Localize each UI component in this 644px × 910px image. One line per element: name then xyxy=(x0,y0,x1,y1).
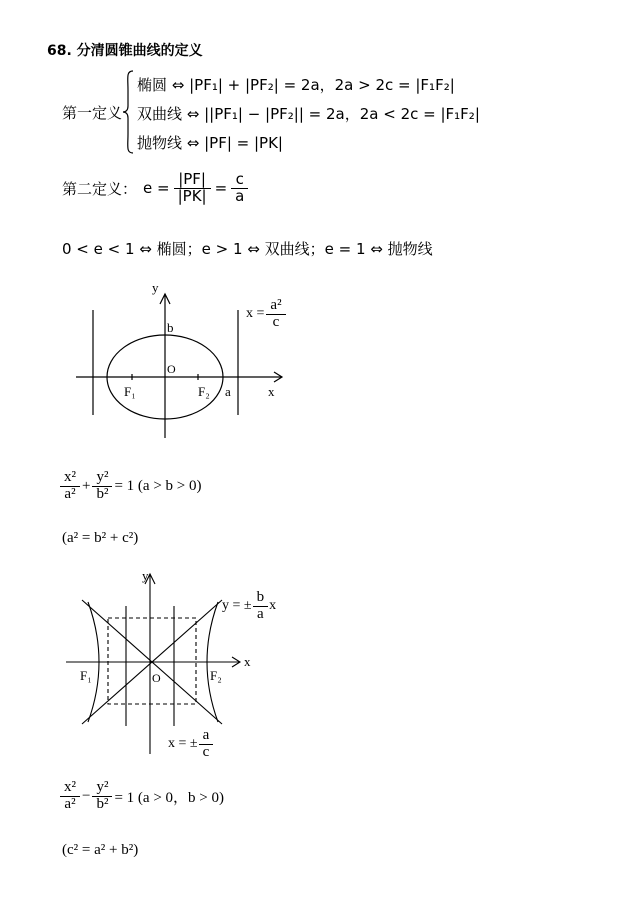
plus-sign: + xyxy=(82,477,91,494)
first-definition-label: 第一定义 xyxy=(62,104,123,122)
directrix-fraction xyxy=(201,728,212,761)
fraction-numerator: a² xyxy=(270,297,282,313)
x-axis-label: x xyxy=(244,654,251,669)
focus-f1-label: F₁ xyxy=(80,668,92,683)
asymptote-formula xyxy=(222,590,276,623)
b-label: b xyxy=(167,320,174,335)
fraction-numerator: x² xyxy=(64,779,76,795)
asymptote-variable: x xyxy=(269,598,277,614)
ellipse-definition: 椭圆 ⇔ |PF₁| + |PF₂| = 2a，2a > 2c = |F₁F₂| xyxy=(137,76,455,94)
fraction-c-a xyxy=(233,172,246,205)
section-title: 68. 分清圆锥曲线的定义 xyxy=(47,43,203,59)
directrix-lhs: x = ± xyxy=(168,736,198,752)
fraction-numerator: |PF| xyxy=(178,170,206,188)
second-definition xyxy=(62,172,246,205)
fraction-numerator: y² xyxy=(96,779,109,795)
fraction-denominator: c xyxy=(202,743,210,760)
x-axis-label: x xyxy=(268,384,275,399)
equals-sign: = xyxy=(214,179,228,198)
fraction-numerator: x² xyxy=(64,469,76,485)
focus-f2-label: F₂ xyxy=(198,384,210,399)
brace-icon xyxy=(122,70,134,154)
fraction-denominator: c xyxy=(272,313,280,330)
a-label: a xyxy=(225,384,231,399)
ellipse-equation xyxy=(62,470,202,503)
fraction-denominator: a² xyxy=(64,795,76,812)
equation-rhs: = 1 (a > 0，b > 0) xyxy=(114,789,224,806)
eccentricity-classification: 0 < e < 1 ⇔ 椭圆；e > 1 ⇔ 双曲线；e = 1 ⇔ 抛物线 xyxy=(62,240,433,258)
fraction-denominator: |PK| xyxy=(177,186,207,205)
ellipse-directrix-formula xyxy=(246,298,284,331)
directrix-lhs: x = xyxy=(246,306,265,322)
fraction-pf-pk xyxy=(176,172,209,205)
parabola-definition: 抛物线 ⇔ |PF| = |PK| xyxy=(137,134,283,152)
asymptote-rectangle xyxy=(108,618,196,704)
y-axis-label: y xyxy=(152,280,159,295)
hyperbola-directrix-formula xyxy=(168,728,211,761)
fraction-denominator: a² xyxy=(64,485,76,502)
fraction-y-b xyxy=(94,780,110,813)
y-axis-label: y xyxy=(142,568,149,583)
fraction-numerator: a xyxy=(202,727,210,743)
asymptote-lhs: y = ± xyxy=(222,598,252,614)
fraction-x-a xyxy=(62,780,78,813)
fraction-denominator: a xyxy=(235,186,245,205)
second-definition-label: 第二定义： xyxy=(62,179,138,198)
origin-label: O xyxy=(167,362,176,376)
fraction-denominator: b² xyxy=(96,795,109,812)
ellipse-relation: (a² = b² + c²) xyxy=(62,530,139,546)
fraction-numerator: c xyxy=(235,170,244,188)
origin-label: O xyxy=(152,671,161,685)
e-symbol: e = xyxy=(143,179,170,198)
hyperbola-relation: (c² = a² + b²) xyxy=(62,842,139,858)
fraction-numerator: y² xyxy=(96,469,109,485)
fraction-x-a xyxy=(62,470,78,503)
fraction-numerator: b xyxy=(256,589,265,605)
asymptote-fraction xyxy=(255,590,267,623)
focus-f2-label: F₂ xyxy=(210,668,222,683)
fraction-denominator: a xyxy=(257,605,264,622)
fraction-y-b xyxy=(94,470,110,503)
focus-f1-label: F₁ xyxy=(124,384,136,399)
directrix-fraction xyxy=(268,298,283,331)
equation-rhs: = 1 (a > b > 0) xyxy=(114,477,202,494)
hyperbola-definition: 双曲线 ⇔ ||PF₁| − |PF₂|| = 2a，2a < 2c = |F₁F₂| xyxy=(137,105,480,123)
minus-sign: − xyxy=(82,787,91,804)
hyperbola-equation xyxy=(62,780,224,813)
fraction-denominator: b² xyxy=(96,485,109,502)
